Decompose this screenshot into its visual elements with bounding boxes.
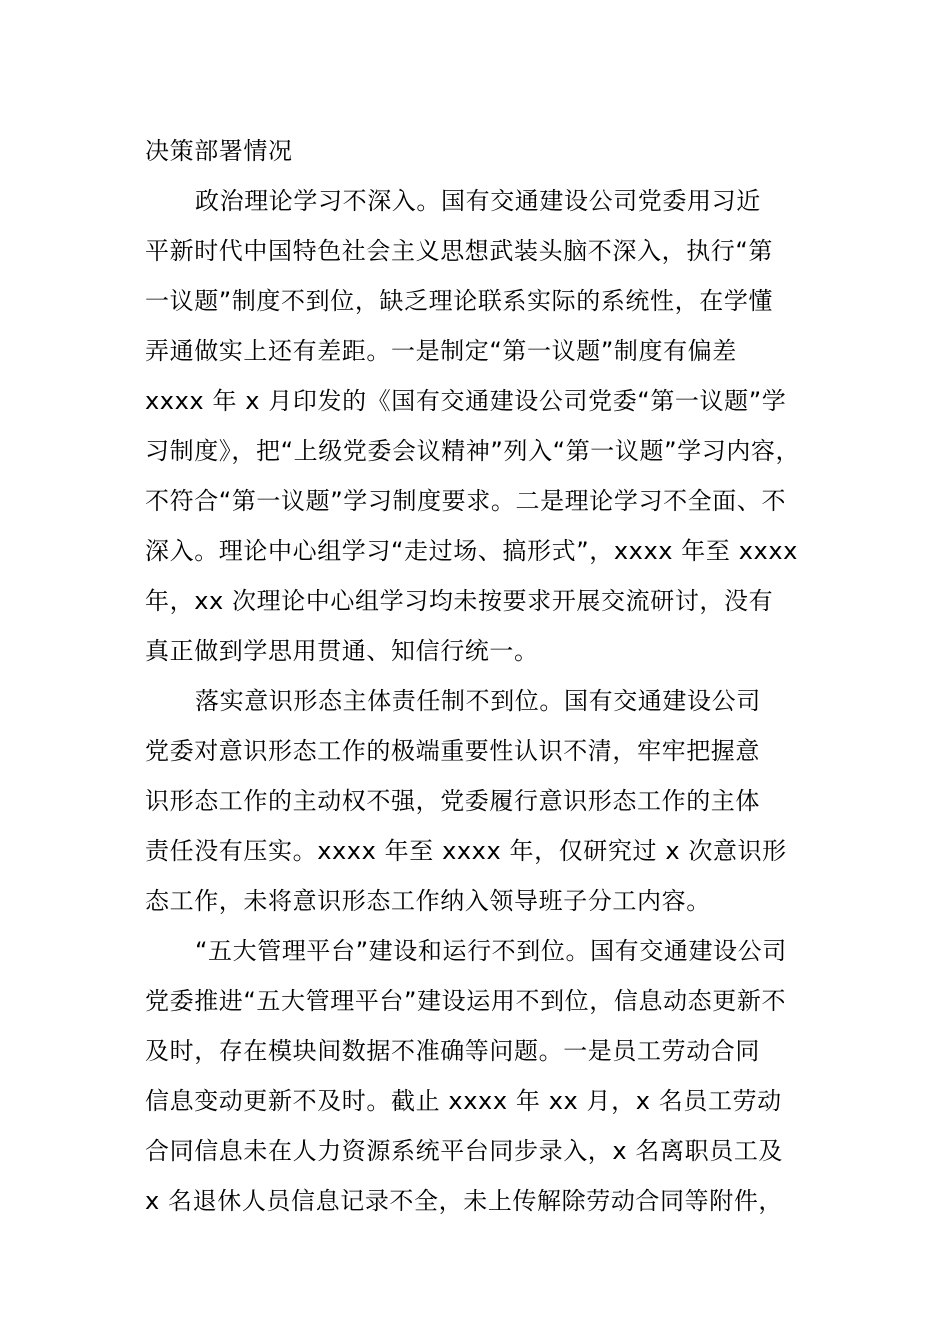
text-line: 党委推进“五大管理平台”建设运用不到位，信息动态更新不 xyxy=(145,987,787,1015)
text-line: 识形态工作的主动权不强，党委履行意识形态工作的主体 xyxy=(145,787,760,815)
body-text xyxy=(145,126,825,1226)
text-line: 习制度》，把“上级党委会议精神”列入“第一议题”学习内容， xyxy=(145,437,801,465)
text-line: 一议题”制度不到位，缺乏理论联系实际的系统性，在学懂 xyxy=(145,287,774,315)
text-line: 态工作，未将意识形态工作纳入领导班子分工内容。 xyxy=(145,887,711,915)
text-line: 深入。理论中心组学习“走过场、搞形式”，xxxx 年至 xxxx xyxy=(145,537,798,565)
text-line: 合同信息未在人力资源系统平台同步录入，x 名离职员工及 xyxy=(145,1137,784,1165)
text-line: 不符合“第一议题”学习制度要求。二是理论学习不全面、不 xyxy=(145,487,787,515)
text-line: 真正做到学思用贯通、知信行统一。 xyxy=(145,637,539,665)
text-line: x 名退休人员信息记录不全，未上传解除劳动合同等附件， xyxy=(145,1187,784,1215)
text-line: 信息变动更新不及时。截止 xxxx 年 xx 月，x 名员工劳动 xyxy=(145,1087,782,1115)
text-line: 党委对意识形态工作的极端重要性认识不清，牢牢把握意 xyxy=(145,737,760,765)
text-line: 决策部署情况 xyxy=(145,137,293,165)
text-line: xxxx 年 x 月印发的《国有交通建设公司党委“第一议题”学 xyxy=(145,387,787,415)
text-line: 弄通做实上还有差距。一是制定“第一议题”制度有偏差 xyxy=(145,337,737,365)
paragraph-first-line: “五大管理平台”建设和运行不到位。国有交通建设公司 xyxy=(195,937,787,965)
paragraph-first-line: 政治理论学习不深入。国有交通建设公司党委用习近 xyxy=(195,187,761,215)
text-line: 平新时代中国特色社会主义思想武装头脑不深入，执行“第 xyxy=(145,237,774,265)
text-line: 责任没有压实。xxxx 年至 xxxx 年，仅研究过 x 次意识形 xyxy=(145,837,787,865)
text-line: 及时，存在模块间数据不准确等问题。一是员工劳动合同 xyxy=(145,1037,760,1065)
text-line: 年，xx 次理论中心组学习均未按要求开展交流研讨，没有 xyxy=(145,587,774,615)
paragraph-first-line: 落实意识形态主体责任制不到位。国有交通建设公司 xyxy=(195,687,761,715)
